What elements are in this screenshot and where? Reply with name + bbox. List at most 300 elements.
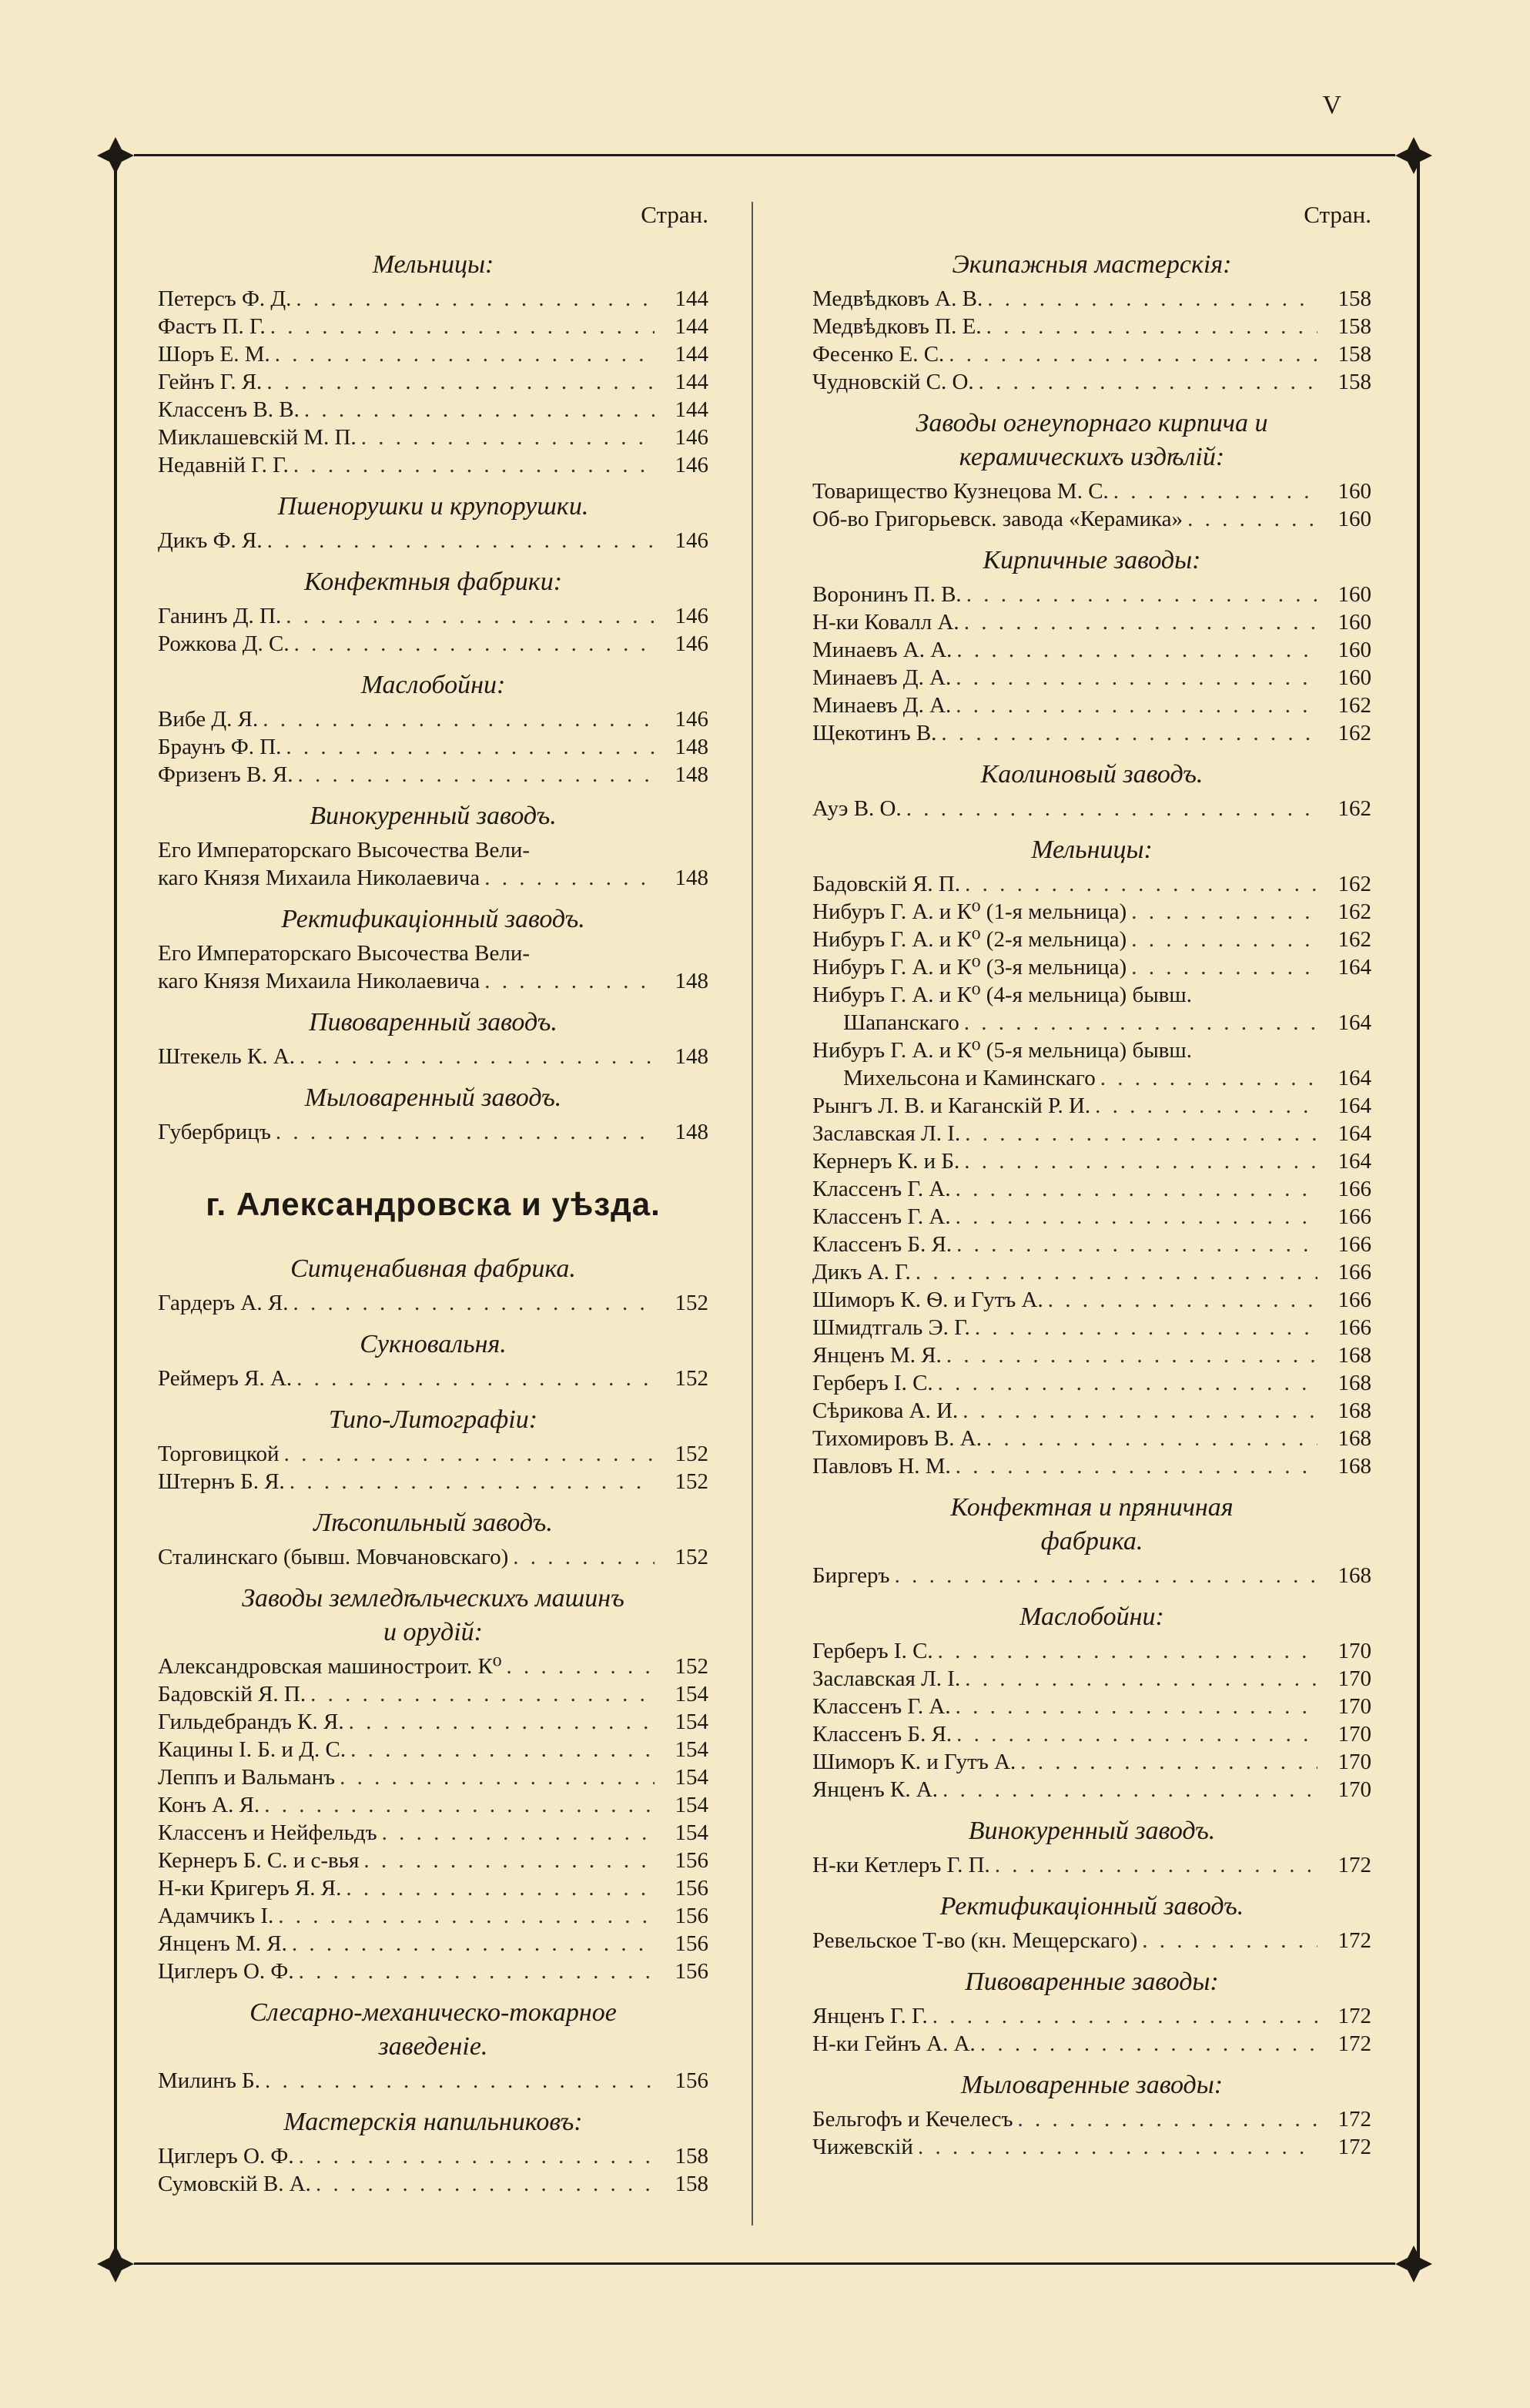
- toc-entry: [812, 1286, 1371, 1314]
- left-mid-sections: [158, 1006, 708, 1146]
- dot-leader: [956, 636, 1317, 664]
- entry-name: Биргеръ: [812, 1563, 890, 1588]
- entry-page: 172: [1337, 2107, 1371, 2132]
- entry-name: Н-ки Ковалл А.: [812, 610, 959, 635]
- toc-entry: [812, 1637, 1371, 1665]
- entry-name: Янценъ М. Я.: [158, 1931, 287, 1956]
- entry-name: Нибуръ Г. А. и К⁰ (1-я мельница): [812, 899, 1127, 924]
- section-title: и орудій:: [383, 1618, 483, 1646]
- entry-name: Гейнъ Г. Я.: [158, 370, 263, 394]
- dot-leader: [980, 2030, 1317, 2058]
- column-header: Стран.: [641, 201, 708, 228]
- entry-page: 146: [675, 707, 708, 732]
- entry-page: 162: [1337, 927, 1371, 952]
- entry-name: Недавній Г. Г.: [158, 453, 289, 477]
- entry-name: Сталинскаго (бывш. Мовчановскаго): [158, 1545, 509, 1569]
- dot-leader: [946, 1341, 1317, 1369]
- toc-entry: [158, 396, 708, 424]
- entry-page: 162: [1337, 899, 1371, 924]
- entry-name: Ганинъ Д. П.: [158, 604, 282, 628]
- toc-entry: [812, 1425, 1371, 1452]
- entry-name: Бадовскій Я. П.: [158, 1682, 306, 1706]
- section-title: Ситценабивная фабрика.: [290, 1254, 576, 1283]
- entry-name: Ауэ В. О.: [812, 796, 902, 821]
- entry-name: Классенъ Г. А.: [812, 1204, 951, 1229]
- entry-name: Об-во Григорьевск. завода «Керамика»: [812, 507, 1183, 531]
- agri-entries: [158, 1653, 708, 1985]
- entry-name: Н-ки Гейнъ А. А.: [812, 2031, 976, 2056]
- entry-page: 170: [1337, 1750, 1371, 1774]
- entry-name: Минаевъ А. А.: [812, 638, 952, 662]
- city-heading: г. Александровска и уѣзда.: [206, 1186, 661, 1222]
- dot-leader: [975, 1314, 1317, 1341]
- section-title: Мельницы:: [1031, 836, 1153, 864]
- dot-leader: [1017, 2105, 1317, 2133]
- dot-leader: [346, 1874, 655, 1902]
- dot-leader: [284, 1440, 655, 1468]
- entry-name: Сѣрикова А. И.: [812, 1398, 959, 1423]
- dot-leader: [895, 1562, 1317, 1589]
- toc-entry: [158, 761, 708, 789]
- toc-entry: [812, 926, 1371, 953]
- toc-entry: [812, 1314, 1371, 1341]
- entry-name: Реймеръ Я. А.: [158, 1366, 293, 1391]
- toc-entry: [812, 898, 1371, 926]
- entry-page: 158: [1337, 314, 1371, 339]
- dot-leader: [986, 313, 1317, 340]
- entry-page: 144: [675, 342, 708, 367]
- dot-leader: [294, 630, 655, 658]
- entry-page: 154: [675, 1820, 708, 1845]
- entry-name: Конъ А. Я.: [158, 1793, 260, 1817]
- entry-page: 160: [1337, 582, 1371, 607]
- entry-name: Герберъ І. С.: [812, 1371, 933, 1395]
- toc-entry: [158, 424, 708, 451]
- entry-name: Заславская Л. І.: [812, 1666, 961, 1691]
- entry-page: 156: [675, 1904, 708, 1928]
- entry-name: Медвѣдковъ А. В.: [812, 286, 983, 311]
- entry-name: Леппъ и Вальманъ: [158, 1765, 336, 1790]
- entry-name: Браунъ Ф. П.: [158, 735, 282, 759]
- dot-leader: [270, 313, 655, 340]
- dot-leader: [965, 870, 1317, 898]
- entry-name: Кацины І. Б. и Д. С.: [158, 1737, 347, 1762]
- section-title: Маслобойни:: [1019, 1603, 1164, 1631]
- entry-name: Бадовскій Я. П.: [812, 872, 961, 896]
- toc-entry: [158, 313, 708, 340]
- entry-page: 154: [675, 1765, 708, 1790]
- entry-name: Заславская Л. І.: [812, 1121, 961, 1146]
- entry-page: 164: [1337, 1121, 1371, 1146]
- confect-entries: [812, 1562, 1371, 1589]
- toc-entry: [812, 1147, 1371, 1175]
- files-entries: [158, 2142, 708, 2198]
- toc-entry: [812, 1092, 1371, 1120]
- dot-leader: [963, 1397, 1317, 1425]
- dot-leader: [964, 1147, 1317, 1175]
- toc-entry: [158, 527, 708, 554]
- dot-leader: [964, 608, 1317, 636]
- bottom-rule: [134, 2262, 1395, 2265]
- dot-leader: [956, 1203, 1317, 1231]
- toc-entry: [812, 2030, 1371, 2058]
- entry-name: Чудновскій С. О.: [812, 370, 974, 394]
- entry-name: Классенъ Г. А.: [812, 1177, 951, 1201]
- dot-leader: [1142, 1927, 1317, 1954]
- toc-entry: [158, 368, 708, 396]
- section-title: Пивоваренные заводы:: [965, 1968, 1219, 1996]
- entry-page: 154: [675, 1682, 708, 1706]
- entry-name: Дикъ Ф. Я.: [158, 528, 263, 553]
- dot-leader: [1131, 898, 1317, 926]
- toc-entry: [812, 1258, 1371, 1286]
- toc-entry: [158, 285, 708, 313]
- toc-entry: [812, 1720, 1371, 1748]
- dot-leader: [932, 2002, 1317, 2030]
- dot-leader: [296, 1365, 655, 1392]
- dot-leader: [1131, 953, 1317, 981]
- entry-name: Нибуръ Г. А. и К⁰ (2-я мельница): [812, 927, 1127, 952]
- section-title: Экипажныя мастерскія:: [952, 250, 1232, 279]
- dot-leader: [286, 733, 655, 761]
- entry-name: Фризенъ В. Я.: [158, 762, 293, 787]
- toc-entry: [158, 451, 708, 479]
- section-title: Лѣсопильный заводъ.: [313, 1509, 553, 1537]
- entry-line: Нибуръ Г. А. и К⁰ (5-я мельница) бывш.: [812, 1038, 1192, 1063]
- toc-entry: [812, 581, 1371, 608]
- entry-name: Шоръ Е. М.: [158, 342, 270, 367]
- toc-entry: [158, 733, 708, 761]
- entry-name: Штернъ Б. Я.: [158, 1469, 285, 1494]
- entry-page: 144: [675, 286, 708, 311]
- toc-entry: [158, 1902, 708, 1930]
- entry-name: Милинъ Б.: [158, 2068, 260, 2093]
- corner-ornament-icon: [94, 134, 137, 177]
- dot-leader: [265, 2067, 655, 2095]
- entry-name: Щекотинъ В.: [812, 721, 937, 745]
- entry-page: 154: [675, 1710, 708, 1734]
- toc-entry: [158, 1791, 708, 1819]
- toc-entry: [158, 602, 708, 630]
- toc-entry: [158, 2170, 708, 2198]
- toc-entry: [158, 630, 708, 658]
- dot-leader: [949, 340, 1317, 368]
- toc-entry: [158, 1289, 708, 1317]
- entry-name: Губербрицъ: [158, 1120, 271, 1144]
- entry-name: Циглеръ О. Ф.: [158, 2144, 294, 2169]
- page-number: V: [1322, 91, 1341, 119]
- dot-leader: [966, 581, 1317, 608]
- entry-page: 172: [1337, 1928, 1371, 1953]
- dot-leader: [264, 1791, 655, 1819]
- toc-entry: [812, 795, 1371, 822]
- left-column: [158, 193, 708, 2198]
- dot-leader: [276, 1118, 655, 1146]
- entry-page: 158: [1337, 342, 1371, 367]
- entry-name: Н-ки Кетлеръ Г. П.: [812, 1853, 990, 1877]
- toc-entry: [158, 1958, 708, 1985]
- toc-entry: [158, 2142, 708, 2170]
- entry-page: 156: [675, 1959, 708, 1984]
- toc-entry: [158, 2067, 708, 2095]
- dot-leader: [956, 1693, 1317, 1720]
- entry-page: 168: [1337, 1563, 1371, 1588]
- entry-name: Ревельское Т-во (кн. Мещерскаго): [812, 1928, 1138, 1953]
- entry-page: 166: [1337, 1315, 1371, 1340]
- entry-name: Миклашевскій М. П.: [158, 425, 357, 450]
- entry-name: Рынгъ Л. В. и Каганскій Р. И.: [812, 1093, 1091, 1118]
- entry-page: 168: [1337, 1371, 1371, 1395]
- section-title: Пивоваренный заводъ.: [309, 1008, 557, 1037]
- dot-leader: [513, 1543, 655, 1571]
- entry-page: 166: [1337, 1232, 1371, 1257]
- toc-entry: [158, 1763, 708, 1791]
- toc-entry: [812, 636, 1371, 664]
- kaolin-entries: [812, 795, 1371, 822]
- mills-entries: [812, 1092, 1371, 1480]
- section-title: Сукновальня.: [360, 1330, 507, 1358]
- entry-page: 152: [675, 1545, 708, 1569]
- dot-leader: [987, 285, 1317, 313]
- dot-leader: [1048, 1286, 1317, 1314]
- entry-name: Янценъ К. А.: [812, 1777, 939, 1802]
- column-divider: [752, 202, 753, 2225]
- toc-entry: [812, 1120, 1371, 1147]
- toc-entry: [812, 1175, 1371, 1203]
- toc-entry: [812, 505, 1371, 533]
- toc-entry: [812, 2002, 1371, 2030]
- toc-entry: [812, 1452, 1371, 1480]
- entry-page: 156: [675, 1876, 708, 1901]
- section-title: Ректификаціонный заводъ.: [939, 1892, 1244, 1921]
- dot-leader: [956, 1231, 1317, 1258]
- section-title: Мыловаренный заводъ.: [304, 1083, 562, 1112]
- toc-entry: [158, 1736, 708, 1763]
- toc-entry: [812, 1851, 1371, 1879]
- dot-leader: [310, 1680, 655, 1708]
- entry-page: 162: [1337, 796, 1371, 821]
- toc-entry: [812, 1748, 1371, 1776]
- toc-entry: [158, 1043, 708, 1070]
- entry-page: 146: [675, 528, 708, 553]
- dot-leader: [941, 719, 1317, 747]
- entry-name: Герберъ І. С.: [812, 1639, 933, 1663]
- entry-page: 170: [1337, 1694, 1371, 1719]
- entry-name: Фесенко Е. С.: [812, 342, 945, 367]
- toc-entry: [158, 1847, 708, 1874]
- toc-entry: [812, 692, 1371, 719]
- dot-leader: [918, 2133, 1317, 2161]
- entry-page: 168: [1337, 1343, 1371, 1368]
- entry-page: 148: [675, 735, 708, 759]
- entry-name: Кернеръ К. и Б.: [812, 1149, 960, 1174]
- toc-entry: [812, 1203, 1371, 1231]
- section-title: Конфектныя фабрики:: [303, 568, 563, 596]
- entry-page: 152: [675, 1291, 708, 1315]
- dot-leader: [316, 2170, 655, 2198]
- entry-name: Минаевъ Д. А.: [812, 665, 952, 690]
- dot-leader: [942, 1776, 1317, 1803]
- dot-leader: [267, 527, 655, 554]
- toc-entry: Михельсона и Каминскаго . . . 164: [812, 1064, 1371, 1092]
- carriage-entries: [812, 285, 1371, 396]
- entry-name: Циглеръ О. Ф.: [158, 1959, 294, 1984]
- toc-entry: [158, 1118, 708, 1146]
- entry-page: 170: [1337, 1666, 1371, 1691]
- entry-name: Классенъ Г. А.: [812, 1694, 951, 1719]
- entry-line: Его Императорскаго Высочества Вели-: [158, 838, 531, 862]
- section-title: Мельницы:: [372, 250, 494, 279]
- entry-page: 164: [1337, 955, 1371, 980]
- entry-name: Медвѣдковъ П. Е.: [812, 314, 982, 339]
- right-tail-sections: [812, 1600, 1371, 2161]
- toc-entry: [812, 719, 1371, 747]
- toc-entry: [812, 1927, 1371, 1954]
- entry-page: 172: [1337, 2004, 1371, 2028]
- section-title: Заводы земледѣльческихъ машинъ: [242, 1584, 624, 1613]
- top-rule: [134, 154, 1395, 156]
- entry-name: Кернеръ Б. С. и с-вья: [158, 1848, 360, 1873]
- toc-entry: [812, 313, 1371, 340]
- entry-page: 168: [1337, 1426, 1371, 1451]
- entry-name: Рожкова Д. С.: [158, 631, 290, 656]
- dot-leader: [292, 1930, 655, 1958]
- toc-entry: [812, 285, 1371, 313]
- toc-entry: [812, 368, 1371, 396]
- entry-name: Янценъ М. Я.: [812, 1343, 942, 1368]
- entry-page: 158: [675, 2144, 708, 2169]
- toc-entry: [158, 1819, 708, 1847]
- dot-leader: [956, 692, 1317, 719]
- section-title: Кирпичные заводы:: [983, 546, 1201, 574]
- entry-page: 156: [675, 2068, 708, 2093]
- entry-page: 158: [1337, 370, 1371, 394]
- section-title: Заводы огнеупорнаго кирпича и: [916, 409, 1268, 437]
- entry-name: Классенъ В. В.: [158, 397, 300, 422]
- entry-name: Петерсъ Ф. Д.: [158, 286, 292, 311]
- entry-page: 160: [1337, 638, 1371, 662]
- entry-page: 166: [1337, 1288, 1371, 1312]
- entry-name: Шиморъ К. и Гутъ А.: [812, 1750, 1016, 1774]
- entry-page: 164: [1337, 1093, 1371, 1118]
- dot-leader: [956, 1720, 1317, 1748]
- section-title: Мыловаренные заводы:: [960, 2071, 1224, 2099]
- section-title: Конфектная и пряничная: [950, 1493, 1234, 1522]
- dot-leader: [299, 1958, 655, 1985]
- entry-name: Минаевъ Д. А.: [812, 693, 952, 718]
- dot-leader: [1131, 926, 1317, 953]
- dot-leader: [278, 1902, 655, 1930]
- dot-leader: [986, 1425, 1317, 1452]
- dot-leader: [350, 1736, 655, 1763]
- toc-entry: [158, 1365, 708, 1392]
- entry-page: 146: [675, 425, 708, 450]
- entry-page: 160: [1337, 479, 1371, 504]
- entry-page: 144: [675, 370, 708, 394]
- city-sections: [158, 1252, 708, 1571]
- entry-page: 160: [1337, 665, 1371, 690]
- refractory-entries: [812, 477, 1371, 533]
- entry-name: Сумовскій В. А.: [158, 2172, 311, 2196]
- dot-leader: [304, 396, 655, 424]
- dot-leader: [363, 1847, 655, 1874]
- locksmith-entries: [158, 2067, 708, 2095]
- entry-page: 162: [1337, 872, 1371, 896]
- entry-page: 156: [675, 1848, 708, 1873]
- entry-page: 152: [675, 1366, 708, 1391]
- dot-leader: [266, 368, 655, 396]
- toc-entry: [158, 1543, 708, 1571]
- dot-leader: [938, 1637, 1317, 1665]
- dot-leader: [296, 285, 655, 313]
- toc-entry: [812, 2133, 1371, 2161]
- entry-name: Классенъ и Нейфельдъ: [158, 1820, 377, 1845]
- entry-page: 170: [1337, 1722, 1371, 1747]
- entry-page: 152: [675, 1654, 708, 1679]
- entry-name: Дикъ А. Г.: [812, 1260, 911, 1284]
- dot-leader: [1113, 477, 1317, 505]
- toc-entry: [812, 340, 1371, 368]
- section-title: Винокуренный заводъ.: [310, 802, 557, 830]
- entry-page: 154: [675, 1793, 708, 1817]
- left-top-sections: [158, 248, 708, 789]
- section-title: Типо-Литографіи:: [328, 1405, 538, 1434]
- entry-name: Нибуръ Г. А. и К⁰ (3-я мельница): [812, 955, 1127, 980]
- entry-name: Штекель К. А.: [158, 1044, 296, 1069]
- section-title: Мастерскія напильниковъ:: [283, 2108, 583, 2136]
- dot-leader: [979, 368, 1317, 396]
- entry-name: Адамчикъ І.: [158, 1904, 274, 1928]
- entry-page: 164: [1337, 1149, 1371, 1174]
- section-title: Ректификаціонный заводъ.: [281, 905, 585, 933]
- toc-entry: [812, 1369, 1371, 1397]
- entry-page: 158: [675, 2172, 708, 2196]
- toc-entry: [812, 953, 1371, 981]
- dot-leader: [956, 664, 1317, 692]
- dot-leader: [361, 424, 655, 451]
- entry-name: Гардеръ А. Я.: [158, 1291, 289, 1315]
- dot-leader: [263, 705, 655, 733]
- entry-page: 148: [675, 1120, 708, 1144]
- toc-entry: [158, 1930, 708, 1958]
- corner-ornament-icon: [1392, 2242, 1435, 2286]
- entry-page: 146: [675, 631, 708, 656]
- entry-page: 144: [675, 397, 708, 422]
- entry-page: 162: [1337, 693, 1371, 718]
- toc-entry: [158, 1468, 708, 1495]
- toc-entry: [812, 664, 1371, 692]
- entry-name: Чижевскій: [812, 2135, 913, 2159]
- section-title: Маслобойни:: [360, 671, 506, 699]
- right-column: [812, 193, 1371, 2161]
- entry-name: Товарищество Кузнецова М. С.: [812, 479, 1109, 504]
- entry-name: Гильдебрандъ К. Я.: [158, 1710, 344, 1734]
- entry-page: 162: [1337, 721, 1371, 745]
- entry-page: 154: [675, 1737, 708, 1762]
- toc-entry: [812, 870, 1371, 898]
- corner-ornament-icon: [94, 2242, 137, 2286]
- entry-name: Вибе Д. Я.: [158, 707, 259, 732]
- entry-page: 172: [1337, 2135, 1371, 2159]
- section-title: Слесарно-механическо-токарное: [249, 1998, 617, 2027]
- entry-page: 158: [1337, 286, 1371, 311]
- entry-name: Шмидтгаль Э. Г.: [812, 1315, 970, 1340]
- toc-entry: Шапанскаго . . . 164: [812, 1009, 1371, 1037]
- dot-leader: [382, 1819, 655, 1847]
- corner-ornament-icon: [1392, 134, 1435, 177]
- mills-entries: [812, 870, 1371, 981]
- entry-name: Тихомировъ В. А.: [812, 1426, 982, 1451]
